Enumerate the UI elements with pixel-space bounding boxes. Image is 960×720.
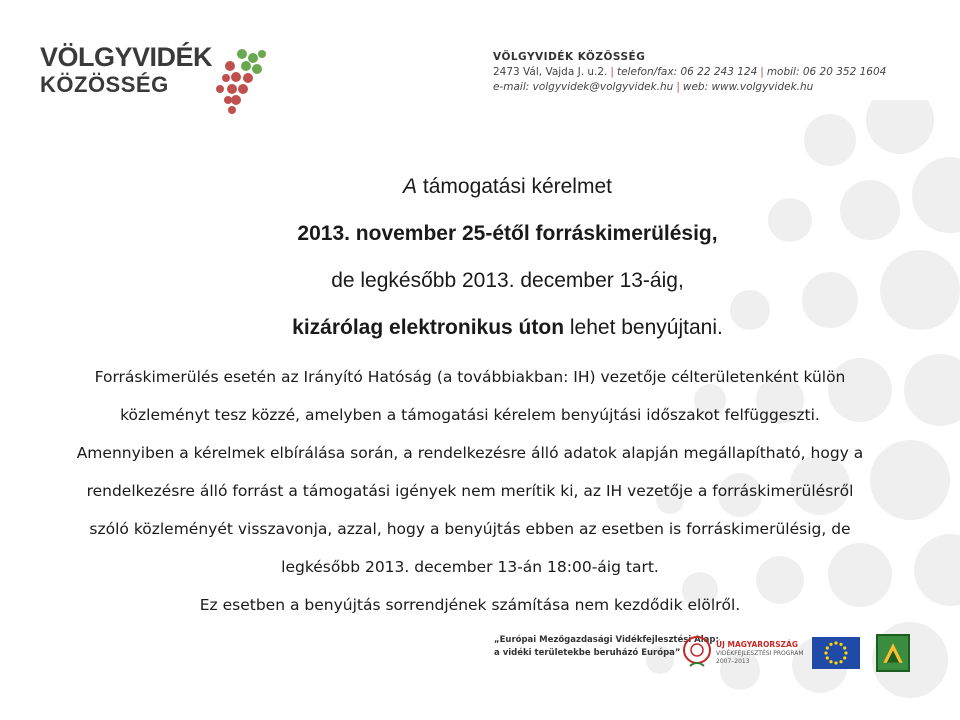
mobile: mobil: 06 20 352 1604 <box>766 66 887 78</box>
announcement-body <box>10 358 930 624</box>
title-line-4: kizárólag elektronikus úton lehet benyújtani. <box>292 316 723 339</box>
title-line-3: de legkésőbb 2013. december 13-áig, <box>331 269 684 292</box>
volgyvidek-logo <box>40 40 230 120</box>
eu-flag-icon <box>812 637 860 669</box>
body-line: szóló közleményét visszavonja, azzal, hogy a benyújtás ebben az esetben is forráskimerülésig, de <box>89 520 851 538</box>
body-line: közleményt tesz közzé, amelyben a támogatási kérelem benyújtási időszakot felfüggeszti. <box>120 406 820 424</box>
org-name: VÖLGYVIDÉK KÖZÖSSÉG <box>493 51 646 63</box>
eafrd-slogan: „Európai Mezőgazdasági Vidékfejlesztési Alap: a vidéki területekbe beruházó Európa” <box>494 635 719 658</box>
body-line: Ez esetben a benyújtás sorrendjének számítása nem kezdődik elölről. <box>199 596 741 614</box>
title-line-2: 2013. november 25-étől forráskimerülésig, <box>297 222 718 245</box>
grape-leaf-icon <box>190 46 270 121</box>
address: 2473 Vál, Vajda J. u.2. <box>493 66 608 78</box>
body-line: legkésőbb 2013. december 13-án 18:00-áig tart. <box>281 558 659 576</box>
body-line: Forráskimerülés esetén az Irányító Hatóság (a továbbiakban: IH) vezetője célterületenként külön <box>94 368 846 386</box>
email-link[interactable]: e-mail: volgyvidek@volgyvidek.hu <box>493 81 674 93</box>
logo-line2: KÖZÖSSÉG <box>40 72 169 97</box>
title-line-1: A támogatási kérelmet <box>403 175 612 198</box>
web-link[interactable]: web: www.volgyvidek.hu <box>682 81 814 93</box>
uj-magyarorszag-logo: ÚJ MAGYARORSZÁG VIDÉKFEJLESZTÉSI PROGRAM 2007–2013 <box>716 640 804 665</box>
body-line: Amennyiben a kérelmek elbírálása során, a rendelkezésre álló adatok alapján megállapítható, hogy a <box>76 444 864 462</box>
contact-header: VÖLGYVIDÉK KÖZÖSSÉG 2473 Vál, Vajda J. u.2. | telefon/fax: 06 22 243 124 | mobil: 06 20 352 1604 e-mail: volgyvidek@volgyvidek.hu | web: www.volgyvidek.hu <box>493 51 887 93</box>
body-line: rendelkezésre álló forrást a támogatási igények nem merítik ki, az IH vezetője a forráskimerülésről <box>86 482 854 500</box>
uj-magyarorszag-emblem-icon <box>680 632 714 672</box>
phone: telefon/fax: 06 22 243 124 <box>616 66 758 78</box>
leader-logo-icon <box>876 634 910 672</box>
logo-line1: VÖLGYVIDÉK <box>40 42 213 72</box>
announcement-title <box>0 172 960 360</box>
